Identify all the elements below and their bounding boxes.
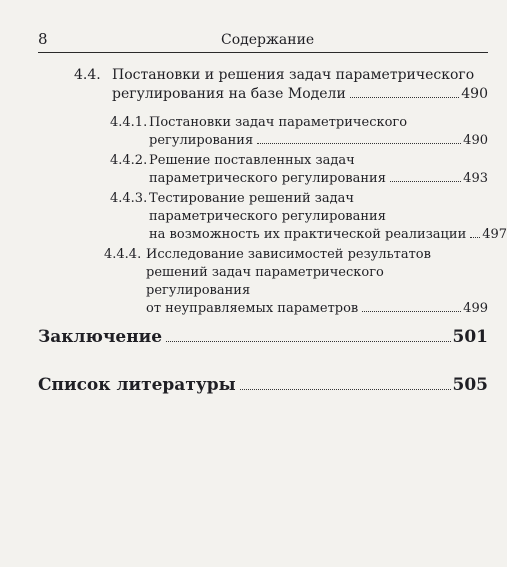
entry-title-line-1: Постановки задач параметрического bbox=[149, 115, 408, 130]
entry-page-number: 501 bbox=[452, 327, 488, 347]
entry-title-last-line bbox=[149, 170, 488, 188]
dot-leader bbox=[240, 389, 451, 390]
entry-page-number: 490 bbox=[461, 86, 488, 102]
entry-title-line-2: параметрического регулирования bbox=[149, 209, 386, 224]
entry-number: 4.4.3. bbox=[110, 191, 148, 206]
dot-leader bbox=[350, 97, 459, 98]
entry-title-last-line bbox=[149, 132, 488, 150]
toc-entry-4-4[interactable] bbox=[38, 66, 488, 110]
entry-title-line-3: от неуправляемых параметров bbox=[146, 301, 359, 316]
toc-entry-4-4-1[interactable] bbox=[38, 114, 488, 152]
page-number: 8 bbox=[38, 30, 48, 48]
entry-title-last-line bbox=[38, 374, 488, 396]
header-title: Содержание bbox=[221, 32, 315, 48]
entry-title-line-2: решений задач параметрического регулирования bbox=[146, 265, 384, 298]
entry-title-line-3: на возможность их практической реализации bbox=[149, 227, 467, 242]
entry-title-line-1: Решение поставленных задач bbox=[149, 153, 355, 168]
entry-title-line-2: регулирования bbox=[149, 133, 254, 148]
dot-leader bbox=[166, 341, 450, 342]
entry-number: 4.4. bbox=[74, 67, 101, 83]
entry-title: Заключение bbox=[38, 327, 163, 347]
entry-page-number: 505 bbox=[452, 375, 488, 395]
entry-title-line-2: параметрического регулирования bbox=[149, 171, 386, 186]
toc-entry-4-4-3[interactable] bbox=[38, 190, 507, 246]
toc-entry-references[interactable] bbox=[38, 374, 488, 398]
entry-title-last-line bbox=[149, 226, 507, 244]
entry-number: 4.4.4. bbox=[104, 247, 142, 262]
entry-title-last-line bbox=[146, 300, 488, 318]
running-header bbox=[38, 30, 488, 53]
entry-title-line-1: Постановки и решения задач параметрического bbox=[112, 67, 475, 83]
dot-leader bbox=[362, 311, 461, 312]
toc-entry-4-4-2[interactable] bbox=[38, 152, 488, 190]
entry-number: 4.4.2. bbox=[110, 153, 148, 168]
entry-title-line-1: Исследование зависимостей результатов bbox=[146, 247, 431, 262]
entry-title-last-line bbox=[112, 85, 488, 104]
entry-page-number: 493 bbox=[463, 171, 488, 186]
entry-number: 4.4.1. bbox=[110, 115, 148, 130]
entry-title-line-1: Тестирование решений задач bbox=[149, 191, 354, 206]
entry-page-number: 499 bbox=[463, 301, 488, 316]
dot-leader bbox=[470, 237, 480, 238]
entry-title: Список литературы bbox=[38, 375, 236, 395]
toc-entry-conclusion[interactable] bbox=[38, 326, 488, 350]
dot-leader bbox=[390, 181, 461, 182]
entry-title-line-2: регулирования на базе Модели bbox=[112, 86, 346, 102]
entry-title-last-line bbox=[38, 326, 488, 348]
entry-page-number: 490 bbox=[463, 133, 488, 148]
dot-leader bbox=[257, 143, 461, 144]
toc-entry-4-4-4[interactable] bbox=[38, 246, 488, 316]
entry-page-number: 497 bbox=[482, 227, 507, 242]
